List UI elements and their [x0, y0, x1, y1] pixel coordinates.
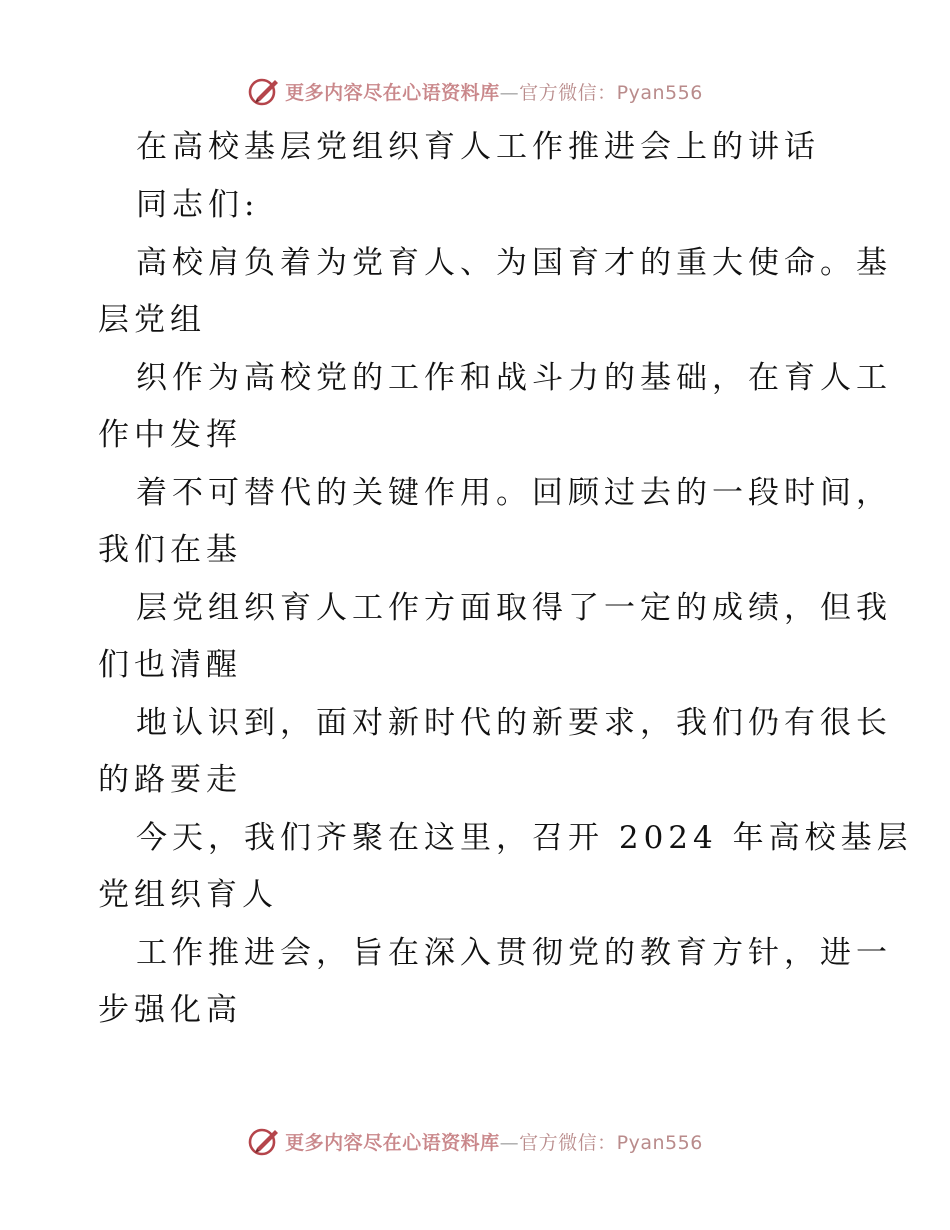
paragraph-line: 地认识到，面对新时代的新要求，我们仍有很长: [136, 705, 892, 741]
watermark-wechat-text: 官方微信：Pyan556: [519, 81, 703, 104]
paragraph-line: 步强化高: [98, 992, 242, 1028]
salutation: 同志们:: [136, 187, 260, 223]
paragraph-line: 织作为高校党的工作和战斗力的基础，在育人工: [136, 360, 892, 396]
paragraph-line: 着不可替代的关键作用。回顾过去的一段时间，: [136, 475, 892, 511]
watermark-wechat-text: 官方微信：Pyan556: [519, 1131, 703, 1154]
watermark-main-text: 更多内容尽在心语资料库: [285, 81, 500, 104]
paragraph-line: 今天，我们齐聚在这里，召开 2024 年高校基层: [136, 820, 913, 856]
paragraph-line: 层党组: [98, 302, 206, 338]
paragraph-line: 工作推进会，旨在深入贯彻党的教育方针，进一: [136, 935, 892, 971]
watermark-main-text: 更多内容尽在心语资料库: [285, 1131, 500, 1154]
footer-watermark: [0, 1121, 950, 1161]
watermark-dash: —: [499, 1131, 520, 1154]
paragraph-line: 我们在基: [98, 532, 242, 568]
paragraph-line: 党组织育人: [98, 877, 278, 913]
watermark-dash: —: [499, 81, 520, 104]
paragraph-line: 高校肩负着为党育人、为国育才的重大使命。基: [136, 245, 892, 281]
paragraph-line: 的路要走: [98, 762, 242, 798]
document-title: 在高校基层党组织育人工作推进会上的讲话: [136, 129, 820, 165]
paragraph-line: 层党组织育人工作方面取得了一定的成绩，但我: [136, 590, 892, 626]
paragraph-line: 作中发挥: [98, 417, 242, 453]
pen-logo-icon: [247, 1124, 281, 1158]
paragraph-line: 们也清醒: [98, 647, 242, 683]
